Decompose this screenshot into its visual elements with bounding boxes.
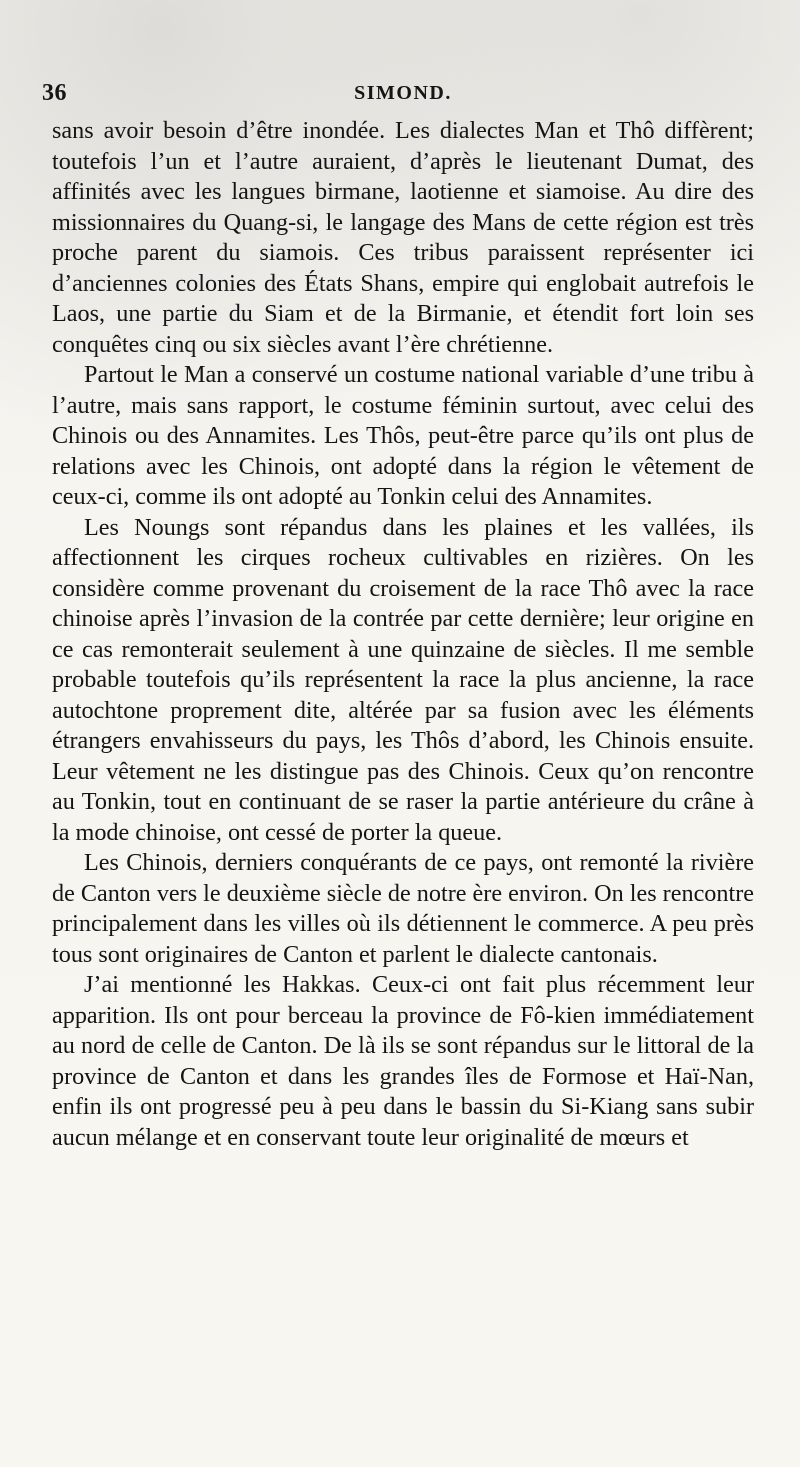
paragraph: Les Noungs sont répandus dans les plaines et les vallées, ils affectionnent les cirques rocheux cultivables en rizières. On les considère comme provenant du croisement de la race Thô avec la race chinoise après l’invasion de la contrée par cette dernière; leur origine en ce cas remonterait seulement à une quinzaine de siècles. Il me semble probable toutefois qu’ils représentent la race la plus ancienne, la race autochtone proprement dite, altérée par sa fusion avec les éléments étrangers envahisseurs du pays, les Thôs d’abord, les Chinois ensuite. Leur vêtement ne les distingue pas des Chinois. Ceux qu’on rencontre au Tonkin, tout en continuant de se raser la partie antérieure du crâne à la mode chinoise, ont cessé de porter la queue.: [52, 513, 754, 846]
running-head: [42, 72, 754, 106]
page-body: [52, 116, 754, 1153]
paragraph: Les Chinois, derniers conquérants de ce pays, ont remonté la rivière de Canton vers le deuxième siècle de notre ère environ. On les rencontre principalement dans les villes où ils détiennent le commerce. A peu près tous sont originaires de Canton et parlent le dialecte cantonais.: [52, 849, 754, 968]
paragraph: J’ai mentionné les Hakkas. Ceux-ci ont fait plus récemment leur apparition. Ils ont pour berceau la province de Fô-kien immédiatement au nord de celle de Canton. De là ils se sont répandus sur le littoral de la province de Canton et dans les grandes îles de Formose et Haï-Nan, enfin ils ont progressé peu à peu dans le bassin du Si-Kiang sans subir aucun mélange et en conservant toute leur originalité de mœurs et: [52, 971, 754, 1151]
running-header-title: SIMOND.: [354, 82, 452, 104]
paragraph: Partout le Man a conservé un costume national variable d’une tribu à l’autre, mais sans rapport, le costume féminin surtout, avec celui des Chinois ou des Annamites. Les Thôs, peut-être parce qu’ils ont plus de relations avec les Chinois, ont adopté dans la région le vêtement de ceux-ci, comme ils ont adopté au Tonkin celui des Annamites.: [52, 361, 754, 510]
paragraph: sans avoir besoin d’être inondée. Les dialectes Man et Thô diffèrent; toutefois l’un et l’autre auraient, d’après le lieutenant Dumat, des affinités avec les langues birmane, laotienne et siamoise. Au dire des missionnaires du Quang-si, le langage des Mans de cette région est très proche parent du siamois. Ces tribus paraissent représenter ici d’anciennes colonies des États Shans, empire qui englobait autrefois le Laos, une partie du Siam et de la Birmanie, et étendit fort loin ses conquêtes cinq ou six siècles avant l’ère chrétienne.: [52, 117, 754, 358]
page-number: 36: [42, 80, 67, 106]
